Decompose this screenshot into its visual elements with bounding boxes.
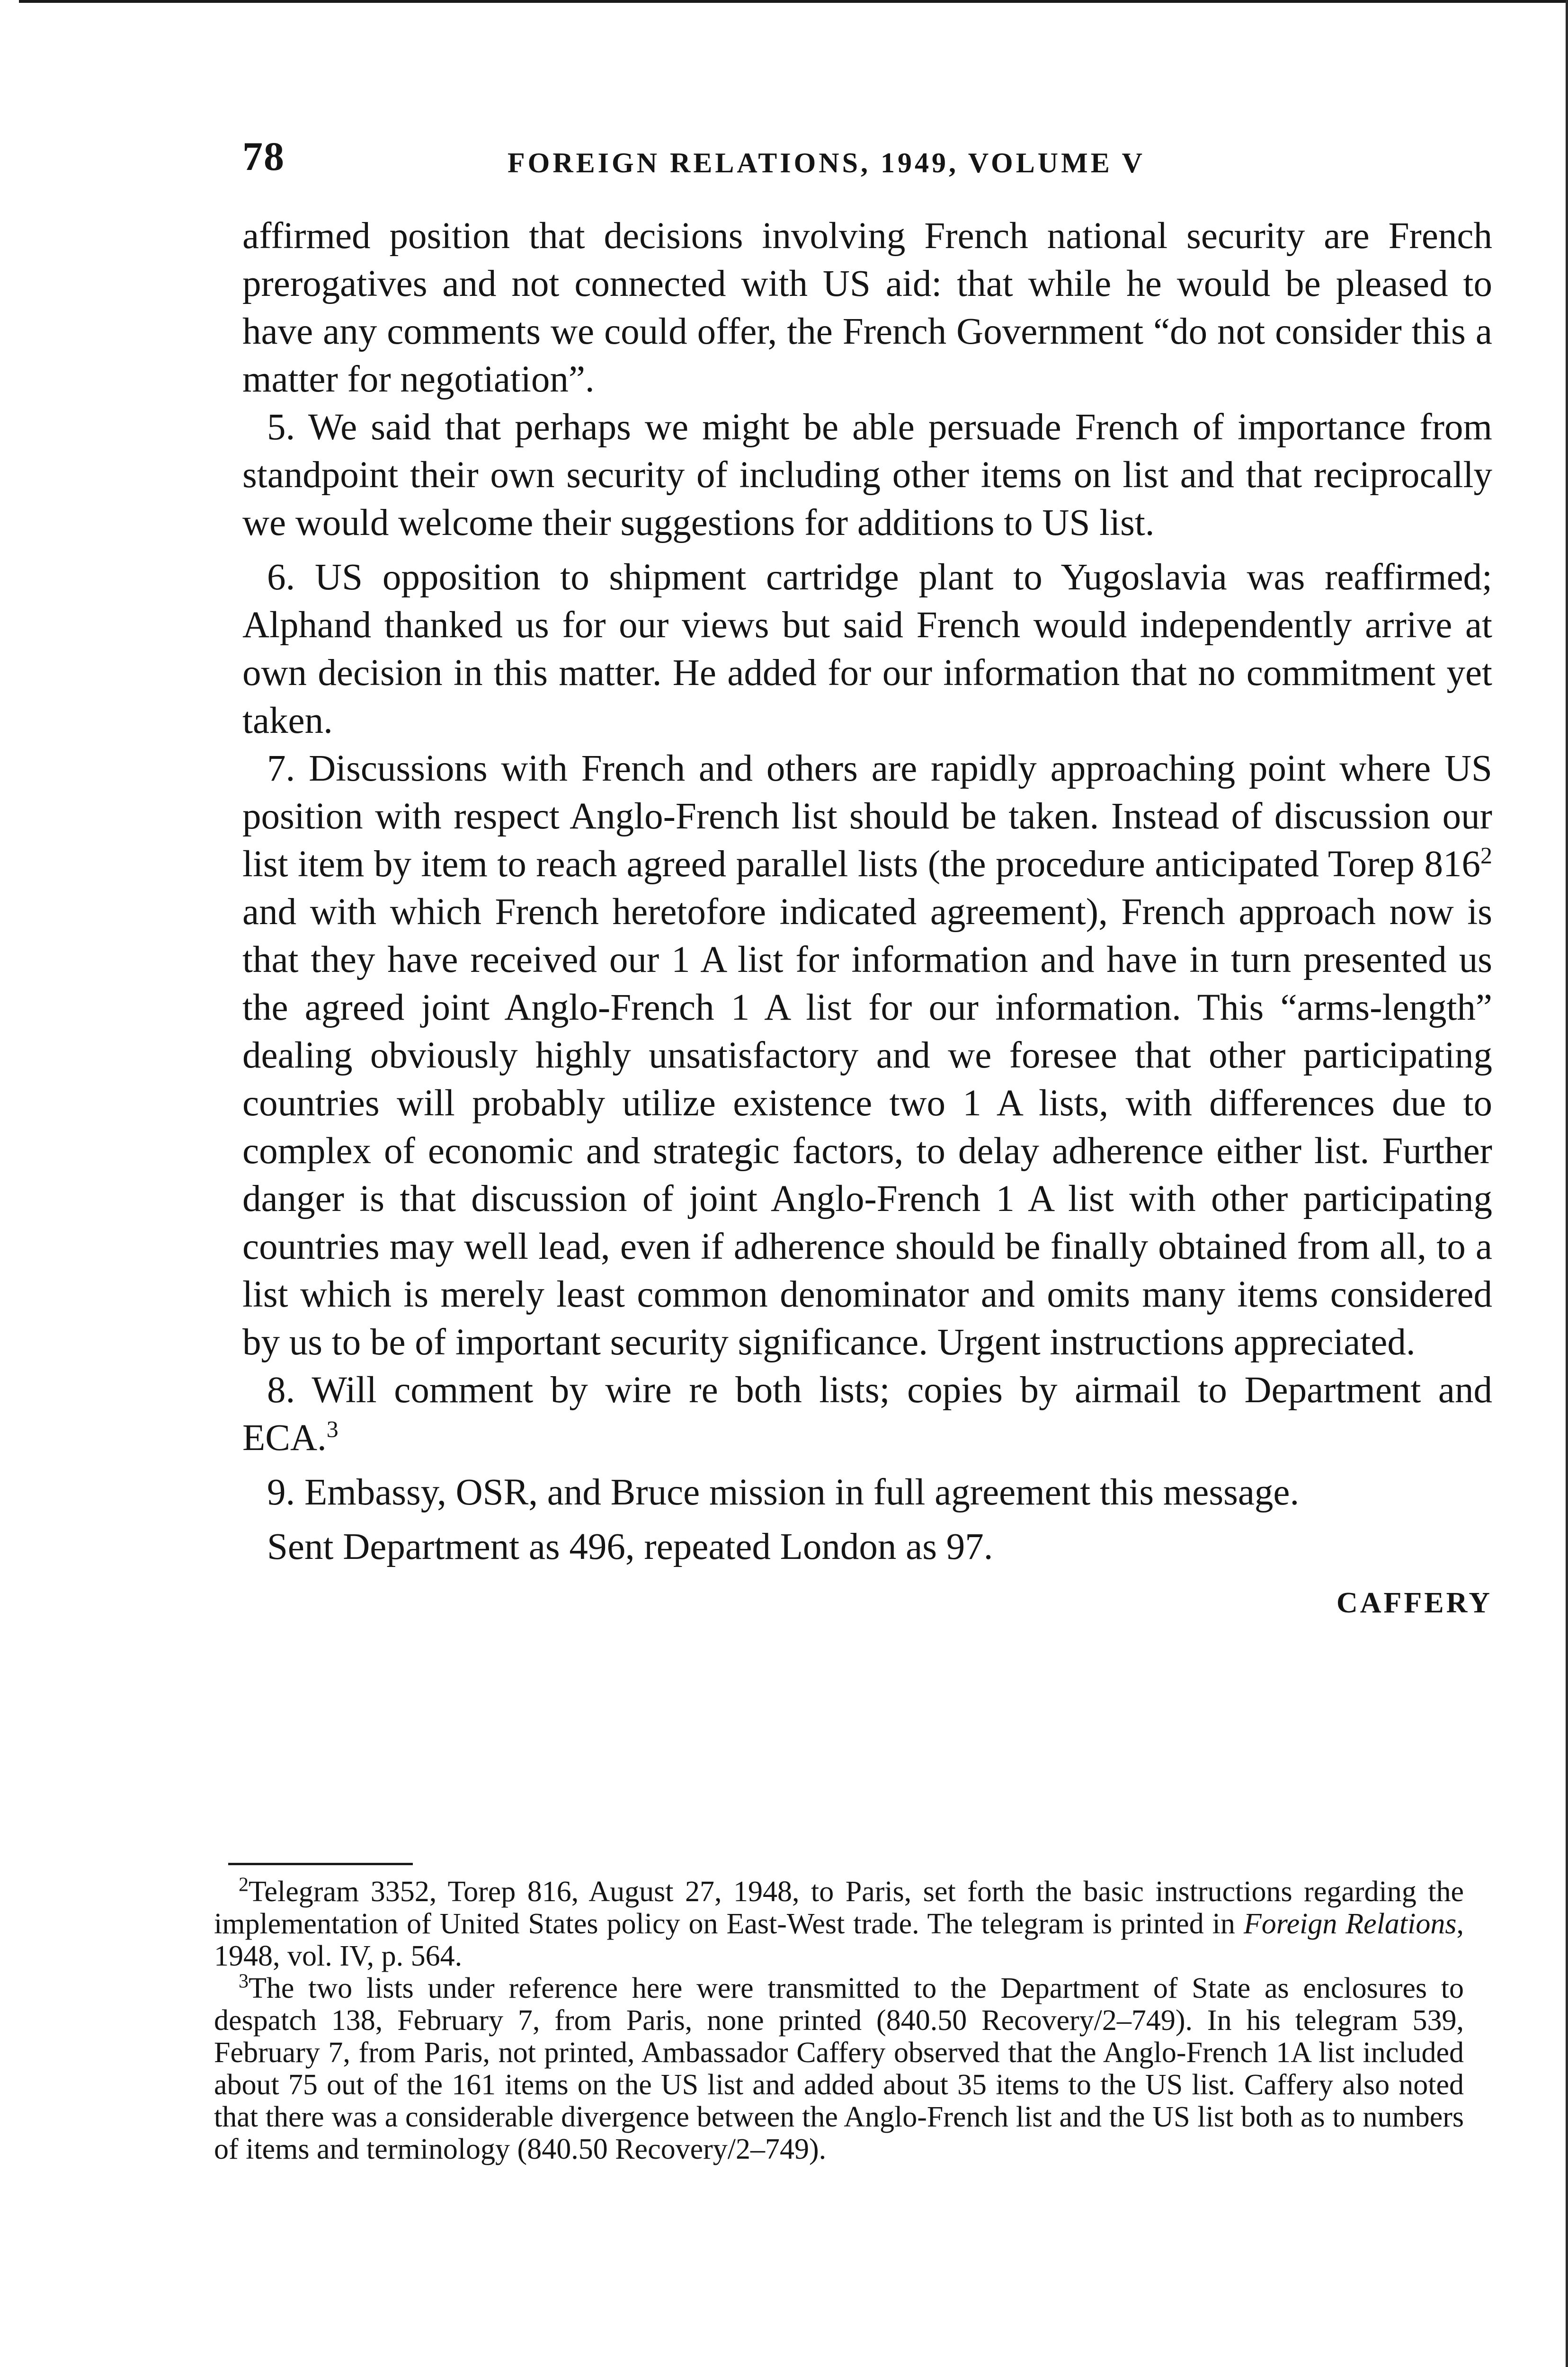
- paragraph-continued: affirmed position that decisions involving French national security are French prerogatives and not connected with US aid: that while he would be pleased to have any comments we could offer, the French Government “do not consider this a matter for negotiation”.: [242, 215, 1492, 400]
- footnote-2-text-b: , 1948, vol. IV, p. 564.: [214, 1908, 1464, 1972]
- footnote-3: [214, 1972, 1464, 2165]
- footnote-2-mark: 2: [239, 1874, 249, 1896]
- footnote-3-mark: 3: [239, 1970, 249, 1993]
- footnote-2-text-a: Telegram 3352, Torep 816, August 27, 1948, to Paris, set forth the basic instructions regarding the implementation of United States policy on East-West trade. The telegram is printed in: [214, 1876, 1464, 1940]
- paragraph-8: [242, 1366, 1492, 1462]
- footnote-3-text: The two lists under reference here were transmitted to the Department of State as enclosures to despatch 138, February 7, from Paris, none printed (840.50 Recovery/2–749). In his telegram 539, February 7, from Paris, not printed, Ambassador Caffery observed that the Anglo-French 1A list included about 75 out of the 161 items on the US list and added about 35 items to the US list. Caffery also noted that there was a considerable divergence between the Anglo-French list and the US list both as to numbers of items and terminology (840.50 Recovery/2–749).: [214, 1972, 1464, 2165]
- footnote-2-italic: Foreign Relations: [1243, 1908, 1457, 1940]
- footnote-ref-2[interactable]: 2: [1480, 842, 1492, 869]
- page-header: [242, 133, 1502, 185]
- paragraph-sent: Sent Department as 496, repeated London as 97.: [267, 1526, 993, 1567]
- page-number: 78: [242, 133, 285, 179]
- footnote-ref-3[interactable]: 3: [326, 1415, 339, 1442]
- paragraph-6: 6. US opposition to shipment cartridge plant to Yugoslavia was reaffirmed; Alphand thanked us for our views but said French would independently arrive at own decision in this matter. He added for our information that no commitment yet taken.: [242, 557, 1492, 741]
- paragraph-7: [242, 745, 1492, 1366]
- footnote-divider: [228, 1863, 413, 1865]
- running-title: FOREIGN RELATIONS, 1949, VOLUME V: [508, 147, 1145, 178]
- main-text: [242, 212, 1492, 1627]
- footnote-2: [214, 1876, 1464, 1972]
- signature: CAFFERY: [1336, 1587, 1492, 1619]
- paragraph-7-text-a: 7. Discussions with French and others are rapidly approaching point where US position with respect Anglo-French list should be taken. Instead of discussion our list item by item to reach agreed parallel lists (the procedure anticipated Torep 816: [242, 748, 1492, 885]
- footnotes: [214, 1876, 1464, 2165]
- page-edge: [19, 0, 1568, 3]
- paragraph-8-text: 8. Will comment by wire re both lists; copies by airmail to Department and ECA.: [242, 1370, 1492, 1459]
- paragraph-7-text-b: and with which French heretofore indicated agreement), French approach now is that they have received our 1 A list for information and have in turn presented us the agreed joint Anglo-French 1 A list for our information. This “arms-length” dealing obviously highly unsatisfactory and we foresee that other participating countries will probably utilize existence two 1 A lists, with differences due to complex of economic and strategic factors, to delay adherence either list. Further danger is that discussion of joint Anglo-French 1 A list with other participating countries may well lead, even if adherence should be finally obtained from all, to a list which is merely least common denominator and omits many items considered by us to be of important security significance. Urgent instructions appreciated.: [242, 891, 1492, 1363]
- paragraph-9: 9. Embassy, OSR, and Bruce mission in full agreement this message.: [267, 1472, 1300, 1513]
- paragraph-5: 5. We said that perhaps we might be able persuade French of importance from standpoint their own security of including other items on list and that reciprocally we would welcome their suggestions for additions to US list.: [242, 407, 1492, 543]
- page-edge-right: [1566, 0, 1568, 2367]
